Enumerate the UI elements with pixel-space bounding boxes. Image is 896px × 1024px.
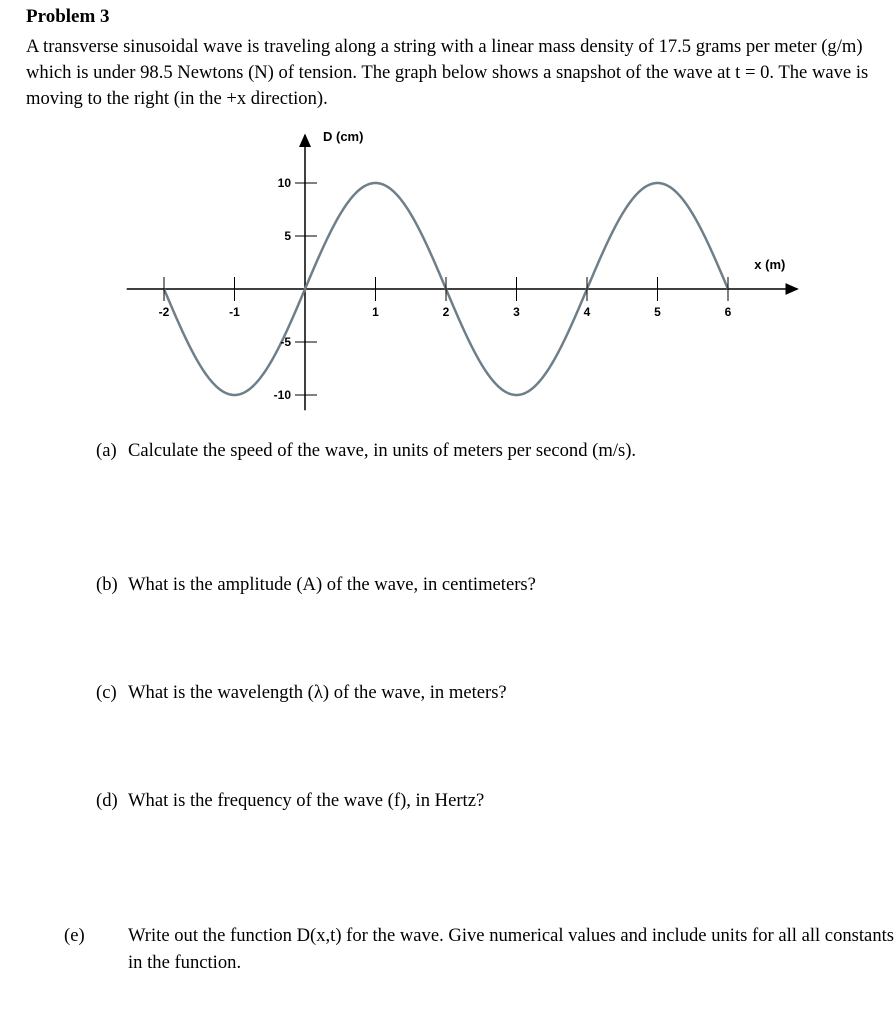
question-label: (e) xyxy=(64,925,85,946)
x-tick-label: -1 xyxy=(229,305,240,319)
question-text: Calculate the speed of the wave, in units of meters per second (m/s). xyxy=(128,440,637,461)
problem-title: Problem 3 xyxy=(26,6,110,27)
question-label: (c) xyxy=(96,682,117,703)
x-tick-label: -2 xyxy=(158,305,170,319)
x-tick-label: 2 xyxy=(442,305,450,319)
x-tick-label: 4 xyxy=(583,305,591,319)
y-tick-label: -5 xyxy=(280,335,291,349)
question-text: What is the wavelength (λ) of the wave, in meters? xyxy=(128,682,507,703)
x-tick-label: 6 xyxy=(724,305,732,319)
x-tick-label: 1 xyxy=(372,305,379,319)
question-text: What is the amplitude (A) of the wave, in centimeters? xyxy=(128,574,536,595)
y-tick-label: 5 xyxy=(284,229,291,243)
question-text: What is the frequency of the wave (f), in Hertz? xyxy=(128,790,485,811)
x-tick-label: 3 xyxy=(513,305,520,319)
wave-graph xyxy=(0,120,896,440)
question-label: (d) xyxy=(96,790,118,811)
question-text: Write out the function D(x,t) for the wave. Give numerical values and include units for all all constants in the function. xyxy=(128,925,895,973)
question-label: (b) xyxy=(96,574,118,595)
question-e xyxy=(64,922,896,976)
question-c xyxy=(96,679,507,706)
x-tick-label: 5 xyxy=(654,305,661,319)
question-a xyxy=(96,437,636,464)
y-tick-label: -10 xyxy=(273,388,291,402)
x-axis-label: x (m) xyxy=(754,257,786,272)
y-axis-label: D (cm) xyxy=(323,129,364,144)
question-label: (a) xyxy=(96,440,117,461)
problem-intro: A transverse sinusoidal wave is traveling along a string with a linear mass density of 17.5 grams per meter (g/m) which is under 98.5 Newtons (N) of tension. The graph below shows a snapshot of the wave at t = 0. The wave is moving to the right (in the +x direction). xyxy=(26,36,869,109)
y-tick-label: 10 xyxy=(277,176,291,190)
question-b xyxy=(96,571,536,598)
question-d xyxy=(96,787,484,814)
